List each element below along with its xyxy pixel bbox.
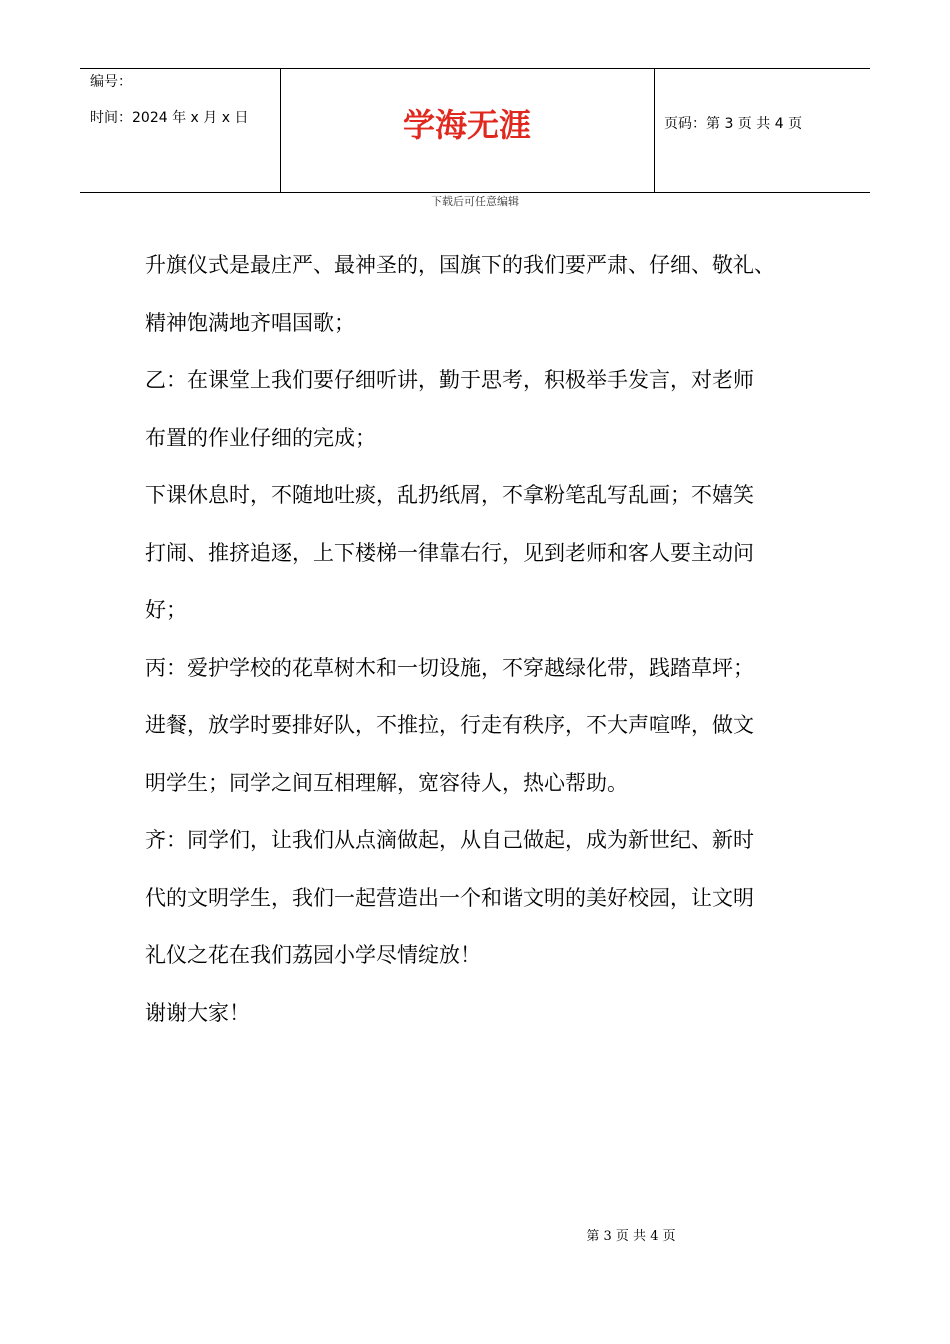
body-line: 代的文明学生，我们一起营造出一个和谐文明的美好校园，让文明 — [145, 885, 754, 910]
body-line: 升旗仪式是最庄严、最神圣的，国旗下的我们要严肃、仔细、敬礼、 — [145, 253, 775, 277]
brand-title: 学海无涯 — [402, 106, 531, 144]
edit-note: 下载后可任意编辑 — [431, 195, 519, 208]
header-divider-right — [654, 69, 655, 192]
body-line: 下课休息时，不随地吐痰，乱扔纸屑，不拿粉笔乱写乱画；不嬉笑 — [145, 483, 754, 507]
body-line: 礼仪之花在我们荔园小学尽情绽放！ — [145, 943, 481, 967]
serial-number-label: 编号： — [90, 74, 132, 90]
body-line: 齐：同学们，让我们从点滴做起，从自己做起，成为新世纪、新时 — [145, 828, 754, 852]
body-line: 精神饱满地齐唱国歌； — [145, 310, 355, 335]
body-line: 明学生；同学之间互相理解，宽容待人，热心帮助。 — [145, 770, 628, 795]
header-page-number: 页码：第 3 页 共 4 页 — [664, 116, 803, 132]
body-line: 布置的作业仔细的完成； — [145, 425, 376, 450]
page-header — [80, 68, 870, 193]
date-label: 时间：2024 年 x 月 x 日 — [90, 110, 249, 126]
page-footer — [0, 1228, 950, 1246]
body-line: 好； — [145, 598, 187, 622]
body-line: 丙：爱护学校的花草树木和一切设施，不穿越绿化带，践踏草坪； — [145, 655, 754, 680]
body-line: 乙：在课堂上我们要仔细听讲，勤于思考，积极举手发言，对老师 — [145, 368, 754, 392]
body-line: 进餐，放学时要排好队，不推拉，行走有秩序，不大声喧哗，做文 — [145, 713, 754, 737]
footer-page-number: 第 3 页 共 4 页 — [586, 1229, 676, 1244]
body-line: 打闹、推挤追逐，上下楼梯一律靠右行，见到老师和客人要主动问 — [145, 540, 754, 565]
document-body — [145, 237, 835, 1042]
body-line: 谢谢大家！ — [145, 1000, 250, 1025]
